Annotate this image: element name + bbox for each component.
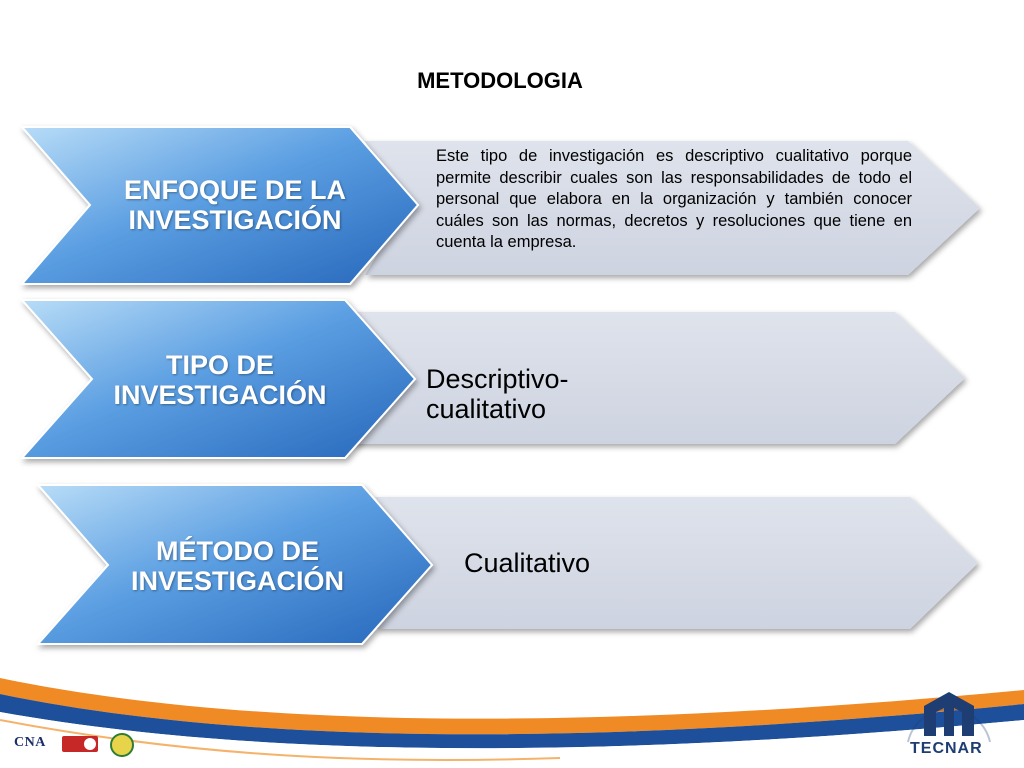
label-enfoque: ENFOQUE DE LA INVESTIGACIÓN bbox=[123, 175, 346, 235]
label-metodo: MÉTODO DE INVESTIGACIÓN bbox=[130, 536, 345, 596]
tecnar-brand-name: TECNAR bbox=[910, 740, 983, 757]
description-tipo: Descriptivo-cualitativo bbox=[426, 364, 569, 424]
description-enfoque: Este tipo de investigación es descriptivo cualitativo porque permite describir cuales son las responsabilidades de todo el personal que elabora en la organización y también conocer cuáles son las normas, decretos y resoluciones que tiene en cuenta la empresa. bbox=[436, 147, 912, 251]
label-tipo: TIPO DE INVESTIGACIÓN bbox=[113, 350, 327, 410]
description-metodo: Cualitativo bbox=[464, 548, 591, 578]
quality-seal-icon bbox=[110, 733, 134, 757]
accreditation-badge-icon bbox=[62, 736, 98, 752]
footer-swoosh bbox=[0, 660, 1024, 768]
cna-logo: CNA bbox=[14, 735, 46, 750]
slide-title: METODOLOGIA bbox=[417, 68, 583, 93]
